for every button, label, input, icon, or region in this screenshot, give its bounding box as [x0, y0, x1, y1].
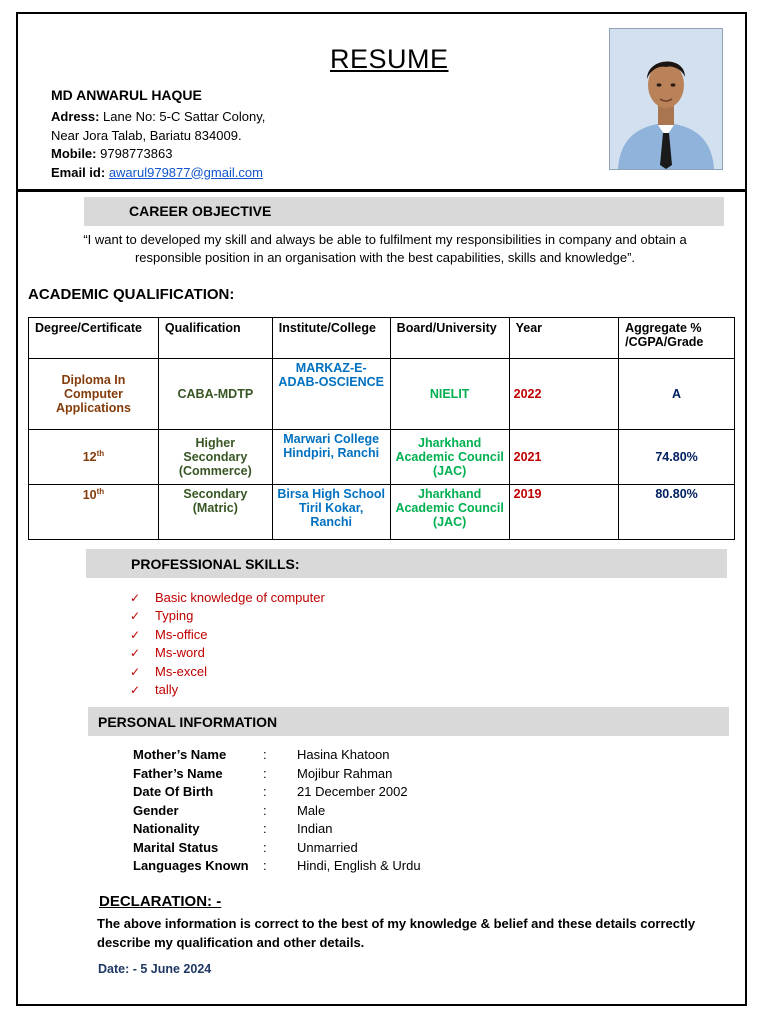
cell-qualification: Secondary (Matric)	[158, 485, 272, 540]
declaration-date: Date: - 5 June 2024	[98, 962, 212, 976]
info-value: Mojibur Rahman	[297, 765, 393, 781]
list-item	[133, 839, 421, 858]
info-separator: :	[263, 858, 267, 873]
academic-table	[28, 317, 735, 540]
info-separator: :	[263, 784, 267, 799]
email-link[interactable]: awarul979877@gmail.com	[108, 164, 263, 180]
list-item	[130, 607, 325, 625]
info-label: Mother’s Name	[133, 747, 227, 762]
col-institute: Institute/College	[272, 318, 390, 359]
list-item	[133, 820, 421, 839]
skill-text: Ms-excel	[155, 663, 208, 679]
skills-list	[130, 589, 325, 699]
cell-grade: 80.80%	[619, 485, 735, 540]
address-line-1: Lane No: 5-C Sattar Colony,	[103, 109, 266, 124]
skill-text: Typing	[155, 608, 194, 624]
check-icon: ✓	[130, 646, 141, 661]
header-divider	[16, 189, 747, 192]
address-line-2: Near Jora Talab, Bariatu 834009.	[51, 127, 242, 143]
cell-qualification: CABA-MDTP	[158, 359, 272, 430]
col-year: Year	[509, 318, 619, 359]
info-separator: :	[263, 839, 267, 855]
contact-block	[51, 108, 265, 182]
cell-board: NIELIT	[390, 359, 509, 430]
info-label: Nationality	[133, 821, 200, 836]
info-label: Father’s Name	[133, 765, 223, 781]
info-label: Gender	[133, 802, 179, 818]
info-separator: :	[263, 765, 267, 781]
career-objective-heading: CAREER OBJECTIVE	[129, 203, 272, 219]
professional-skills-heading: PROFESSIONAL SKILLS:	[131, 556, 300, 572]
col-board: Board/University	[390, 318, 509, 359]
info-label: Date Of Birth	[133, 784, 214, 799]
col-degree: Degree/Certificate	[29, 318, 159, 359]
info-value: 21 December 2002	[297, 784, 408, 799]
cell-year: 2021	[509, 430, 619, 485]
check-icon: ✓	[130, 609, 141, 624]
degree-suffix: th	[96, 487, 105, 496]
degree-suffix: th	[96, 449, 105, 459]
declaration-text: The above information is correct to the best of my knowledge & belief and these details correctly describe my qualification and other details.	[97, 916, 696, 950]
academic-heading: ACADEMIC QUALIFICATION:	[28, 286, 235, 303]
info-label: Languages Known	[133, 858, 249, 873]
list-item	[130, 626, 325, 644]
profile-photo	[609, 28, 723, 170]
col-qualification: Qualification	[158, 318, 272, 359]
list-item	[133, 783, 421, 802]
cell-degree	[29, 430, 159, 485]
list-item	[130, 663, 325, 681]
list-item	[133, 765, 421, 784]
info-value: Hasina Khatoon	[297, 747, 390, 762]
cell-grade: A	[619, 359, 735, 430]
col-aggregate: Aggregate % /CGPA/Grade	[619, 318, 735, 359]
academic-table-header	[29, 318, 735, 359]
list-item	[133, 802, 421, 821]
check-icon: ✓	[130, 591, 141, 605]
info-label: Marital Status	[133, 839, 219, 855]
skill-text: tally	[155, 682, 179, 698]
table-row	[29, 359, 735, 430]
cell-institute: Marwari College Hindpiri, Ranchi	[272, 430, 390, 485]
list-item	[130, 644, 325, 662]
info-value: Indian	[297, 821, 333, 836]
check-icon: ✓	[130, 627, 141, 642]
cell-institute: MARKAZ-E-ADAB-OSCIENCE	[272, 359, 390, 430]
cell-board: Jharkhand Academic Council (JAC)	[390, 430, 509, 485]
list-item	[133, 857, 421, 876]
email-label: Email id:	[51, 164, 106, 180]
info-separator: :	[263, 747, 267, 762]
cell-institute: Birsa High School Tiril Kokar, Ranchi	[272, 485, 390, 540]
page-title: RESUME	[330, 44, 449, 74]
cell-board: Jharkhand Academic Council (JAC)	[390, 485, 509, 540]
list-item	[130, 589, 325, 607]
mobile-label: Mobile:	[51, 146, 97, 161]
candidate-name: MD ANWARUL HAQUE	[51, 87, 202, 103]
info-separator: :	[263, 802, 267, 818]
degree-number: 12	[82, 450, 97, 465]
skill-text: Basic knowledge of computer	[155, 590, 325, 605]
address-label: Adress:	[51, 109, 100, 124]
cell-degree: Diploma In Computer Applications	[29, 359, 159, 430]
table-row	[29, 430, 735, 485]
cell-year: 2019	[509, 485, 619, 540]
info-value: Unmarried	[297, 839, 358, 855]
skill-text: Ms-word	[155, 645, 205, 661]
personal-information-bar	[88, 707, 729, 736]
list-item	[133, 746, 421, 765]
career-objective-text: “I want to developed my skill and always be able to fulfilment my responsibilities in company and obtain a responsible position in an organisation with the best capabilities, skills and knowledge”.	[83, 232, 687, 265]
info-value: Male	[297, 802, 326, 818]
info-value: Hindi, English & Urdu	[297, 858, 421, 873]
personal-information-list	[133, 746, 421, 876]
info-separator: :	[263, 821, 267, 836]
personal-information-heading: PERSONAL INFORMATION	[98, 714, 278, 730]
cell-qualification: Higher Secondary (Commerce)	[158, 430, 272, 485]
declaration-heading: DECLARATION: -	[99, 893, 222, 910]
mobile-number: 9798773863	[100, 146, 173, 161]
career-objective-bar	[84, 197, 724, 226]
cell-year: 2022	[509, 359, 619, 430]
check-icon: ✓	[130, 664, 141, 679]
cell-degree	[29, 485, 159, 540]
skill-text: Ms-office	[155, 626, 208, 642]
list-item	[130, 681, 325, 699]
cell-grade: 74.80%	[619, 430, 735, 485]
degree-number: 10	[82, 488, 97, 503]
professional-skills-bar	[86, 549, 727, 578]
profile-photo-illustration	[610, 29, 722, 169]
table-row	[29, 485, 735, 540]
check-icon: ✓	[130, 683, 141, 698]
